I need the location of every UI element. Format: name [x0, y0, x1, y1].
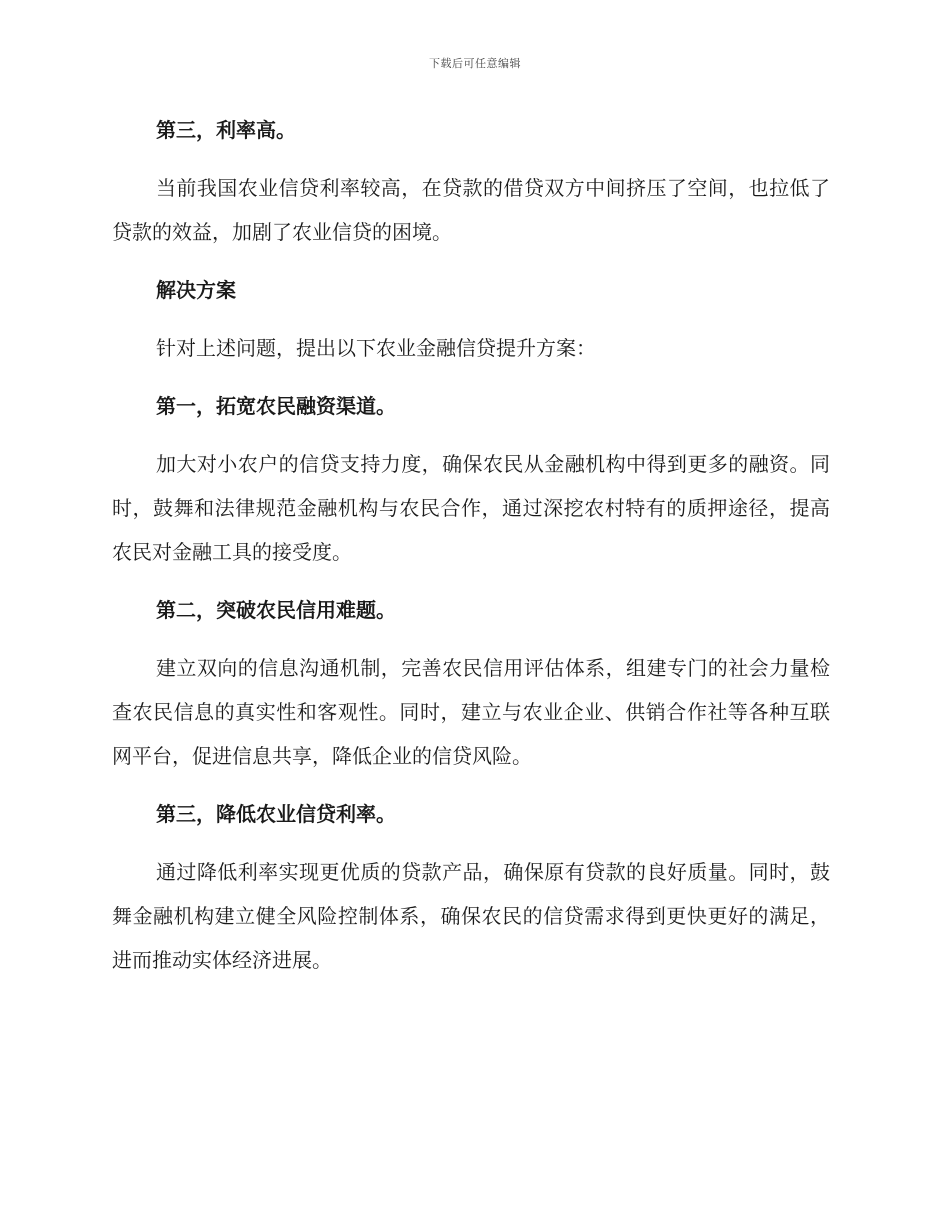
section-heading-interest-rate-high: 第三，利率高。 — [156, 118, 296, 142]
document-body — [112, 108, 830, 996]
section-heading-financing-channels: 第一，拓宽农民融资渠道。 — [156, 394, 396, 418]
section-heading-solution: 解决方案 — [156, 278, 236, 302]
paragraph-credit-problem: 建立双向的信息沟通机制，完善农民信用评估体系，组建专门的社会力量检查农民信息的真实性和客观性。同时，建立与农业企业、供销合作社等各种互联网平台，促进信息共享，降低企业的信贷风险。 — [112, 656, 830, 768]
header-note: 下载后可任意编辑 — [429, 57, 521, 70]
paragraph-solution-intro: 针对上述问题，提出以下农业金融信贷提升方案： — [156, 336, 596, 360]
section-heading-credit-problem: 第二，突破农民信用难题。 — [156, 598, 396, 622]
section-heading-lower-rate: 第三，降低农业信贷利率。 — [156, 802, 396, 826]
paragraph-lower-rate: 通过降低利率实现更优质的贷款产品，确保原有贷款的良好质量。同时，鼓舞金融机构建立健全风险控制体系，确保农民的信贷需求得到更快更好的满足，进而推动实体经济进展。 — [112, 860, 830, 972]
paragraph-interest-rate-high: 当前我国农业信贷利率较高，在贷款的借贷双方中间挤压了空间，也拉低了贷款的效益，加剧了农业信贷的困境。 — [112, 176, 830, 244]
paragraph-financing-channels: 加大对小农户的信贷支持力度，确保农民从金融机构中得到更多的融资。同时，鼓舞和法律规范金融机构与农民合作，通过深挖农村特有的质押途径，提高农民对金融工具的接受度。 — [112, 452, 830, 564]
